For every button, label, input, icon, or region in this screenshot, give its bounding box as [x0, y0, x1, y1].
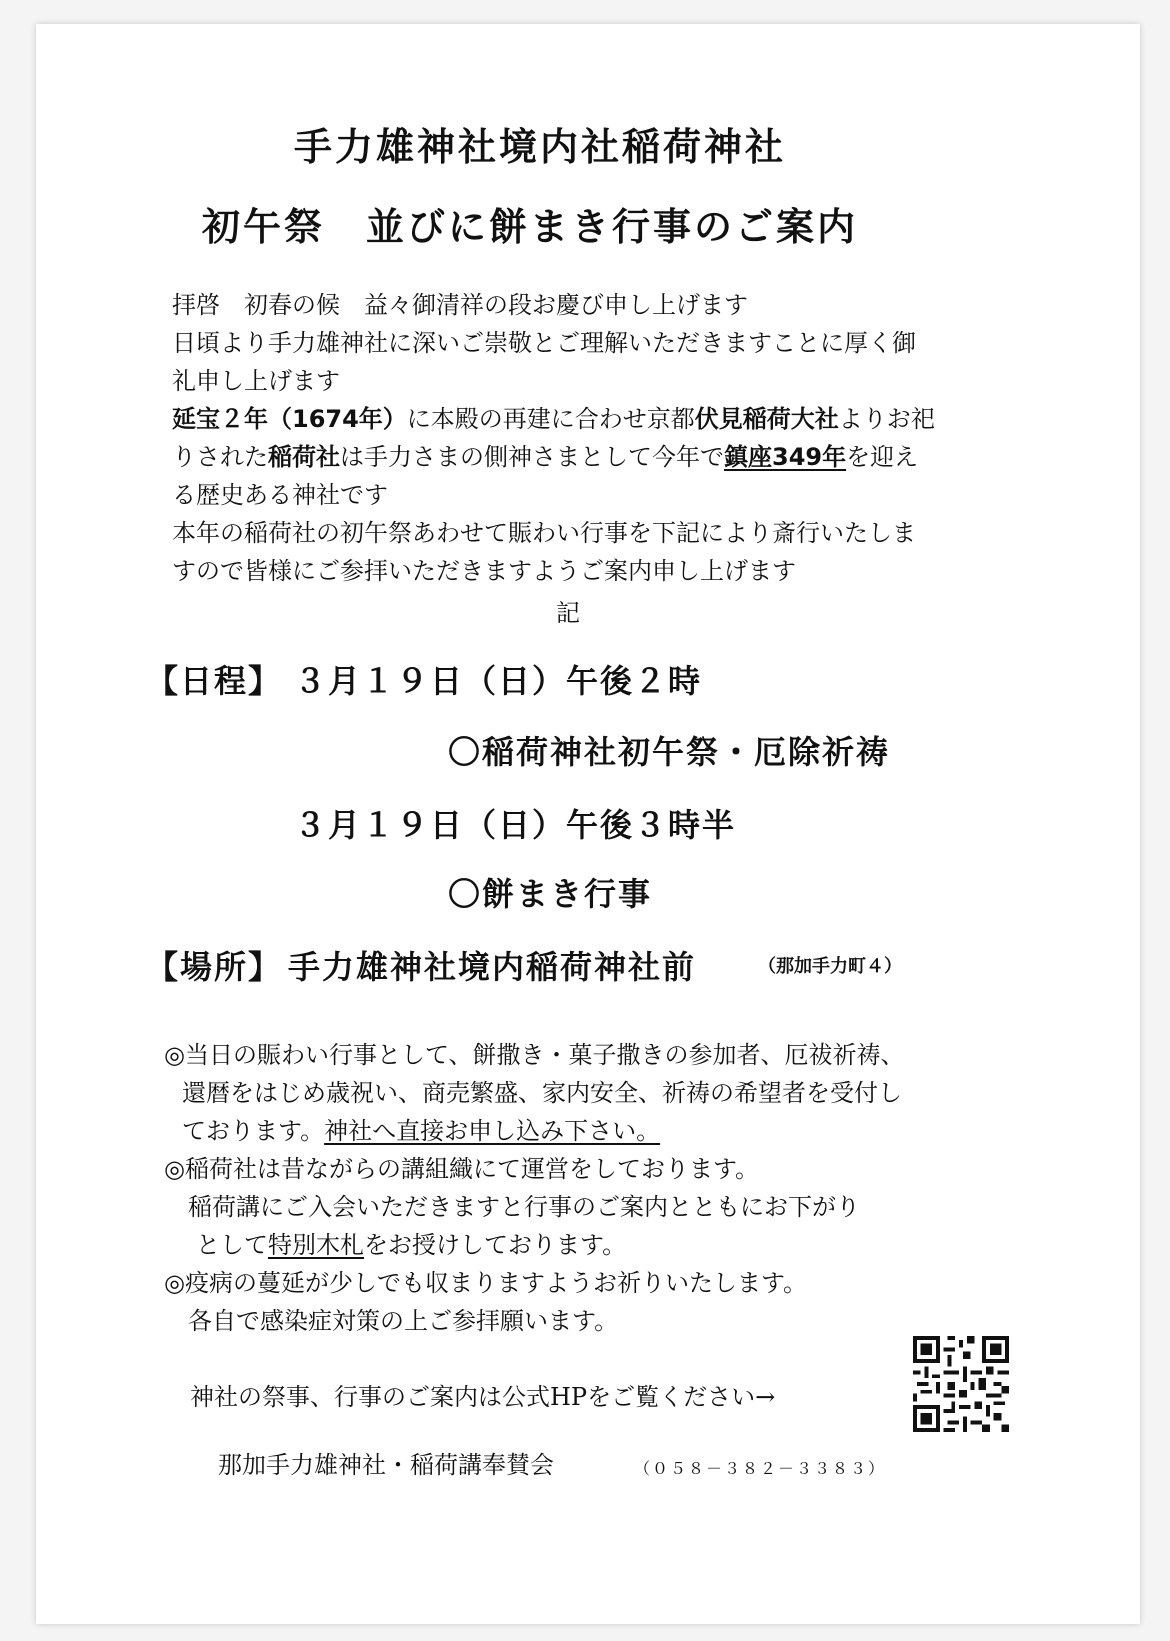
intro-line-7: 本年の稲荷社の初午祭あわせて賑わい行事を下記により斎行いたしま [172, 519, 916, 547]
intro-line-2: 日頃より手力雄神社に深いご崇敬とご理解いただきますことに厚く御 [172, 329, 916, 357]
note-2-line-1: ◎稲荷社は昔ながらの講組織にて運営をしております。 [164, 1155, 760, 1183]
title-line-2: 初午祭 並びに餅まき行事のご案内 [202, 205, 859, 249]
footer-phone: （０５８－３８２－３３８３） [634, 1459, 887, 1478]
place-label: 【場所】 [146, 948, 283, 986]
intro-line-3: 礼申し上げます [172, 367, 340, 395]
schedule-event-1: 〇稲荷神社初午祭・厄除祈祷 [448, 733, 891, 771]
year-text: 延宝２年（1674年） [172, 405, 407, 433]
intro-line-1: 拝啓 初春の候 益々御清祥の段お慶び申し上げます [172, 291, 748, 319]
place-address: （那加手力町４） [758, 956, 902, 977]
note-1-line-3: ております。神社へ直接お申し込み下さい。 [182, 1117, 661, 1145]
intro-line-4: 延宝２年（1674年）に本殿の再建に合わせ京都伏見稲荷大社よりお祀 [172, 405, 935, 433]
title-line-1: 手力雄神社境内社稲荷神社 [294, 125, 787, 169]
note-2-line-2: 稲荷講にご入会いただきますと行事のご案内とともにお下がり [188, 1193, 860, 1221]
inari-sha-text: 稲荷社 [268, 443, 340, 471]
note-1-line-2: 還暦をはじめ歳祝い、商売繁盛、家内安全、祈祷の希望者を受付し [182, 1079, 902, 1107]
ki-heading: 記 [556, 599, 580, 627]
schedule-time-1: ３月１９日（日）午後２時 [294, 662, 703, 700]
note-1-line-1: ◎当日の賑わい行事として、餅撒き・菓子撒きの参加者、厄祓祈祷、 [164, 1041, 905, 1069]
note-3-line-2: 各自で感染症対策の上ご参拝願います。 [188, 1307, 619, 1335]
schedule-label: 【日程】 [146, 662, 283, 700]
schedule-time-2: ３月１９日（日）午後３時半 [294, 806, 737, 844]
flyer-page [36, 24, 1140, 1624]
fushimi-inari-text: 伏見稲荷大社 [694, 405, 839, 433]
official-hp-link[interactable]: 神社の祭事、行事のご案内は公式HPをご覧ください→ [190, 1383, 776, 1411]
apply-directly-text: 神社へ直接お申し込み下さい。 [324, 1117, 661, 1145]
note-2-line-3: として特別木札をお授けしております。 [196, 1231, 627, 1259]
special-kifuda-text: 特別木札 [268, 1231, 364, 1259]
footer-organization: 那加手力雄神社・稲荷講奉賛会 [218, 1451, 554, 1479]
qr-code-icon[interactable] [913, 1336, 1009, 1432]
place-name: 手力雄神社境内稲荷神社前 [288, 948, 697, 986]
intro-line-8: すので皆様にご参拝いただきますようご案内申し上げます [172, 557, 796, 585]
note-3-line-1: ◎疫病の蔓延が少しでも収まりますようお祈りいたします。 [164, 1269, 808, 1297]
schedule-event-2: 〇餅まき行事 [448, 875, 653, 913]
intro-line-5: りされた稲荷社は手力さまの側神さまとして今年で鎮座349年を迎え [172, 443, 919, 471]
chinza-text: 鎮座349年 [724, 443, 847, 471]
intro-line-6: る歴史ある神社です [172, 481, 388, 509]
